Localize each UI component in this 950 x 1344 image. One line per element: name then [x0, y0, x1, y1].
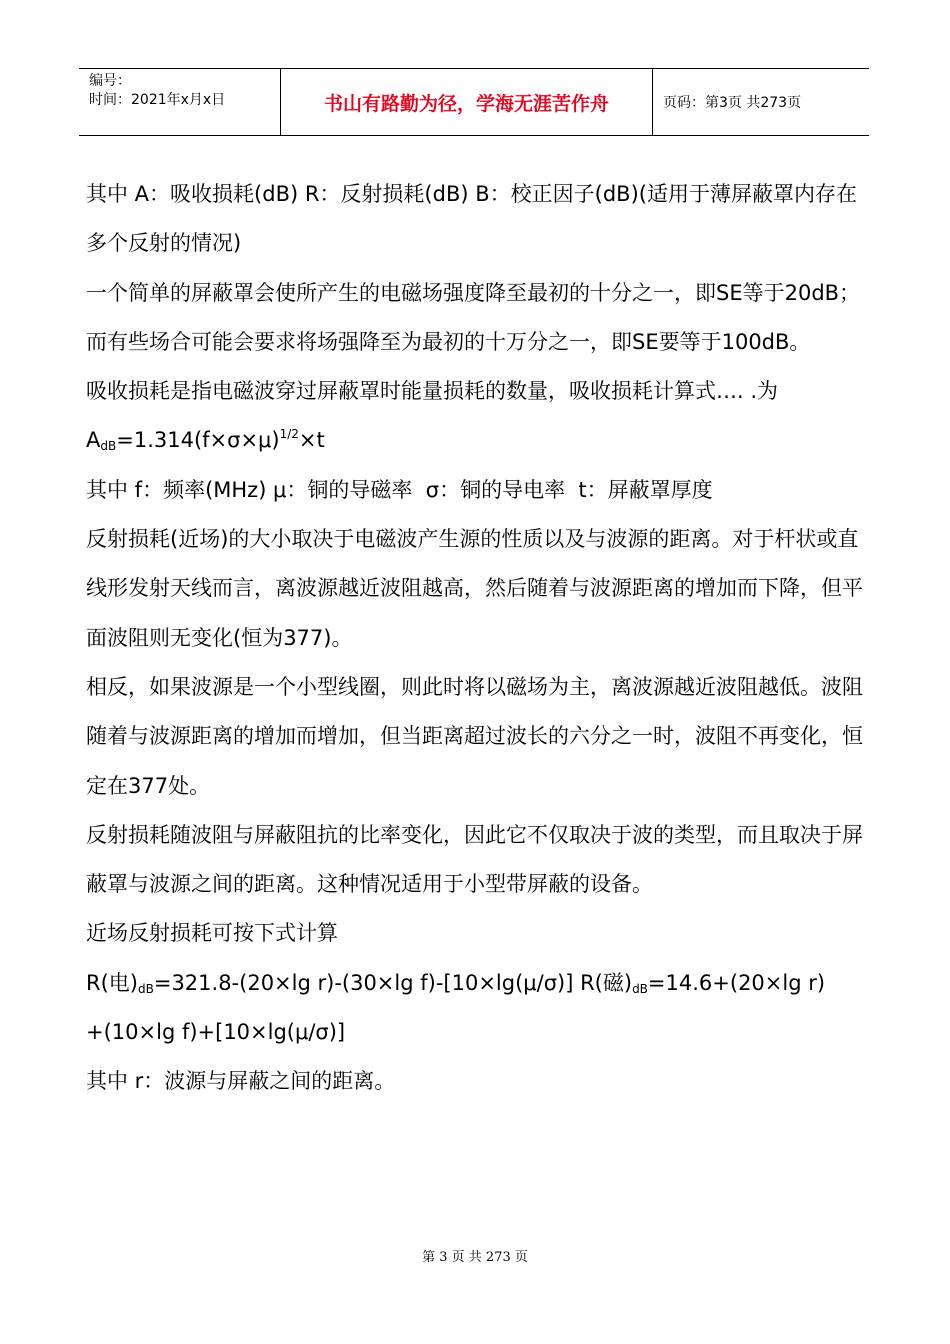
paragraph-loss-definitions: 其中 A：吸收损耗(dB) R：反射损耗(dB) B：校正因子(dB)(适用于薄屏蔽罩内存在多个反射的情况)	[86, 182, 857, 256]
paragraph-small-coil: 相反，如果波源是一个小型线圈，则此时将以磁场为主，离波源越近波阻越低。波阻随着与波源距离的增加而增加，但当距离超过波长的六分之一时，波阻不再变化，恒定在377处。	[86, 674, 863, 798]
formula-a-symbol: A	[86, 428, 101, 453]
header-meta	[79, 69, 281, 135]
paragraph-absorption-loss: 吸收损耗是指电磁波穿过屏蔽罩时能量损耗的数量，吸收损耗计算式…. .为	[86, 379, 779, 404]
paragraph-variable-definitions: 其中 f：频率(MHz) μ：铜的导磁率 σ：铜的导电率 t：屏蔽罩厚度	[86, 477, 713, 502]
formula-a-tail: ×t	[298, 428, 325, 453]
paragraph-near-field-formula-intro: 近场反射损耗可按下式计算	[86, 921, 338, 946]
formula-r-sub2: dB	[632, 981, 648, 996]
formula-reflection-line2: +(10×lg f)+[10×lg(μ/σ)]	[86, 1020, 346, 1045]
formula-a-subscript: dB	[100, 439, 117, 454]
formula-r-electric: R(电)	[86, 970, 138, 995]
formula-a-body: =1.314(f×σ×μ)	[116, 428, 280, 453]
paragraph-reflection-ratio: 反射损耗随波阻与屏蔽阻抗的比率变化，因此它不仅取决于波的类型，而且取决于屏蔽罩与波源之间的距离。这种情况适用于小型带屏蔽的设备。	[86, 822, 863, 897]
formula-r-sub1: dB	[137, 981, 154, 996]
formula-r-body1: =321.8-(20×lg r)-(30×lg f)-[10×lg(μ/σ)] R(磁)	[153, 970, 633, 995]
document-time: 时间：2021年x月x日	[89, 92, 226, 108]
header-page-info: 页码：第3页 共273页	[663, 95, 802, 111]
formula-r-body2: =14.6+(20×lg r)	[647, 970, 826, 995]
page-footer: 第 3 页 共 273 页	[422, 1250, 528, 1265]
document-number-label: 编号：	[89, 73, 131, 89]
formula-reflection	[86, 959, 866, 1008]
document-body	[86, 170, 866, 1107]
header-motto: 书山有路勤为径，学海无涯苦作舟	[281, 69, 653, 135]
formula-a-exponent: 1/2	[279, 427, 299, 442]
formula-absorption	[86, 416, 866, 465]
paragraph-reflection-near-field: 反射损耗(近场)的大小取决于电磁波产生源的性质以及与波源的距离。对于杆状或直线形发射天线而言，离波源越近波阻越高，然后随着与波源距离的增加而下降，但平面波阻则无变化(恒为377)。	[86, 527, 863, 650]
paragraph-se-examples: 一个简单的屏蔽罩会使所产生的电磁场强度降至最初的十分之一，即SE等于20dB；而有些场合可能会要求将场强降至为最初的十万分之一，即SE要等于100dB。	[86, 280, 861, 354]
paragraph-r-definition: 其中 r：波源与屏蔽之间的距离。	[86, 1069, 396, 1094]
page-header	[79, 68, 869, 136]
